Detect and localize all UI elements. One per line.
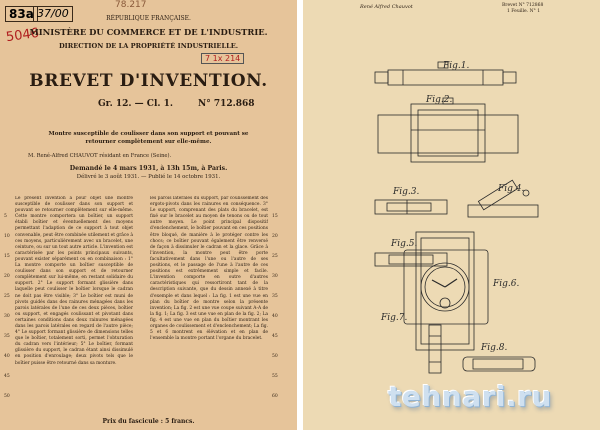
subject-line-1: Montre susceptible de coulisser dans son support et pouvant se — [48, 131, 249, 137]
line-number: 25 — [272, 254, 278, 259]
line-number: 40 — [272, 314, 278, 319]
text-column-2: les parois latérales du support, par coulissement des ergots-pivots dans les rainures en conséquence. 3° Le support, comprenant des plats du bracelet, est fixé sur le bracelet au moyen de tenons ou de tout autre moyen. Le point principal dispositif d'enclenchement, le boîtier pouvant en ces positions être bloqué, de manière à le protéger contre les chocs; ce boîtier pouvant également être renversé de façon à dissimuler le cadran et la glace. Grâce à l'invention, la montre peut être porte facultativement dans l'une ou l'autre de ses positions, et le passage de l'une à l'autre de ces positions est extrêmement simple et facile. L'invention comporte en outre d'autres caractéristiques qui ressortiront tant de la description suivante, que du dessin annexé à titre d'exemple et dans lequel : La fig. 1 est une vue en plan du boîtier de montre selon la présente invention; La fig. 2 est une vue coupe suivant A-A de la fig. 1; La fig. 3 est une vue en plan de la fig. 2; La fig. 4 est une vue en plan du boîtier montrant les organes de coulissement et d'enclenchement; La fig. 5 et 6 montrent en élévation et en plan de l'ensemble la montre portant l'organe du bracelet. — [150, 196, 268, 342]
patent-drawings-page — [303, 0, 600, 430]
figure-3-drawing — [375, 200, 447, 214]
fig-label-6: Fig.6. — [493, 279, 520, 289]
applicant: M. René-Alfred CHAUVOT résidant en France (Seine). — [28, 153, 172, 159]
line-number: 30 — [4, 314, 10, 319]
line-number: 55 — [272, 374, 278, 379]
line-number: 35 — [4, 334, 10, 339]
filing-date: Demandé le 4 mars 1931, à 13h 15m, à Paris. — [69, 165, 228, 172]
fig-label-1: Fig.1. — [443, 61, 470, 71]
figure-8-drawing — [463, 357, 535, 371]
patent-text-page — [0, 0, 297, 430]
document-title: BREVET D'INVENTION. — [29, 71, 268, 91]
handwritten-reference: 7 1x 214 — [201, 53, 244, 64]
subject-line-2: retourner complètement sur elle-même. — [85, 139, 212, 145]
line-number: 20 — [272, 234, 278, 239]
corner-mark: 78.217 — [115, 0, 147, 10]
figure-7-drawing — [429, 325, 441, 373]
fig-label-2: Fig.2. — [426, 95, 453, 105]
drawing-header-number: Brevet N° 712868 — [502, 3, 544, 8]
line-number: 45 — [272, 334, 278, 339]
figure-5-drawing — [375, 253, 447, 266]
line-number: 45 — [4, 374, 10, 379]
line-number: 50 — [272, 354, 278, 359]
direction-heading: DIRECTION DE LA PROPRIÉTÉ INDUSTRIELLE. — [58, 42, 239, 50]
line-number: 15 — [4, 254, 10, 259]
line-number: 20 — [4, 274, 10, 279]
fig-label-4: Fig.4. — [498, 184, 525, 194]
line-number: 35 — [272, 294, 278, 299]
drawing-header-sheet: 1 Feuille. N° 1 — [507, 9, 541, 14]
patent-number: N° 712.868 — [198, 99, 255, 109]
fig-label-7: Fig.7. — [381, 313, 408, 323]
line-number: 60 — [272, 394, 278, 399]
stamp-number: 83a — [9, 7, 34, 21]
republic-heading: RÉPUBLIQUE FRANÇAISE. — [106, 15, 191, 22]
classification-group: Gr. 12. — Cl. 1. — [98, 99, 174, 109]
line-number: 10 — [4, 234, 10, 239]
ministry-heading: MINISTÈRE DU COMMERCE ET DE L'INDUSTRIE. — [29, 27, 268, 37]
drawing-header-author: René Alfred Chauvot — [360, 4, 413, 10]
text-column-1: Le présent invention a pour objet une montre susceptible de coulisser dans son support et pouvant se retourner complètement sur elle-même. Cette montre comportera un boîtier, un support établi boîtier et éventuellement des moyens permettant l'adaption de ce support à tout objet convenable, peut être combinée utilement et grâce à ces moyens, particulièrement avec un bracelet, une ceinture, ou sur un tout autre article. L'invention est caractérisée par les points principaux suivants, pouvant exister séparément ou en combinaison : 1° La montre comporte un boîtier susceptible de coulisser dans son support et de retourner complètement sur lui-même, en restant solidaire du support. 2° Le support formant glissière dans laquelle peut coulisser le boîtier lorsque le cadran ne doit pas être visible; 3° Le boîtier est muni de pivots guidés dans des rainures ménagées dans les parois latérales de l'une de ces deux pièces, boîtier ou support, et engagés coulissant et pivotant dans certaines conditions dans deux rainures ménagées dans les parois latérales en regard de l'autre pièce; 4° Le support formant glissière de dimensions telles que le boîtier, totalement sorti, permet l'obturation du cadran vers l'intérieur; 5° Le boîtier, formant glissière du support, le cadran étant ainsi dissimulé en position d'enroulage; deux pivots tels que le boîtier puisse être retourné dans sa monture. — [15, 196, 133, 366]
line-number: 5 — [4, 214, 7, 219]
stamp-code: 37/00 — [37, 7, 69, 20]
line-number: 15 — [272, 214, 278, 219]
line-number: 25 — [4, 294, 10, 299]
line-number: 30 — [272, 274, 278, 279]
handwritten-number: 5046 — [5, 25, 40, 46]
figure-6-drawing — [404, 232, 488, 350]
line-number: 40 — [4, 354, 10, 359]
price-line: Prix du fascicule : 5 francs. — [102, 418, 195, 425]
line-number: 50 — [4, 394, 10, 399]
watermark: tehnari.ru — [388, 380, 552, 413]
fig-label-5: Fig.5. — [391, 239, 418, 249]
fig-label-8: Fig.8. — [481, 343, 508, 353]
figure-2-drawing — [378, 98, 518, 162]
technical-drawings — [303, 0, 600, 430]
grant-date: Délivré le 3 août 1931. — Publié le 14 octobre 1931. — [76, 174, 221, 180]
fig-label-3: Fig.3. — [393, 187, 420, 197]
